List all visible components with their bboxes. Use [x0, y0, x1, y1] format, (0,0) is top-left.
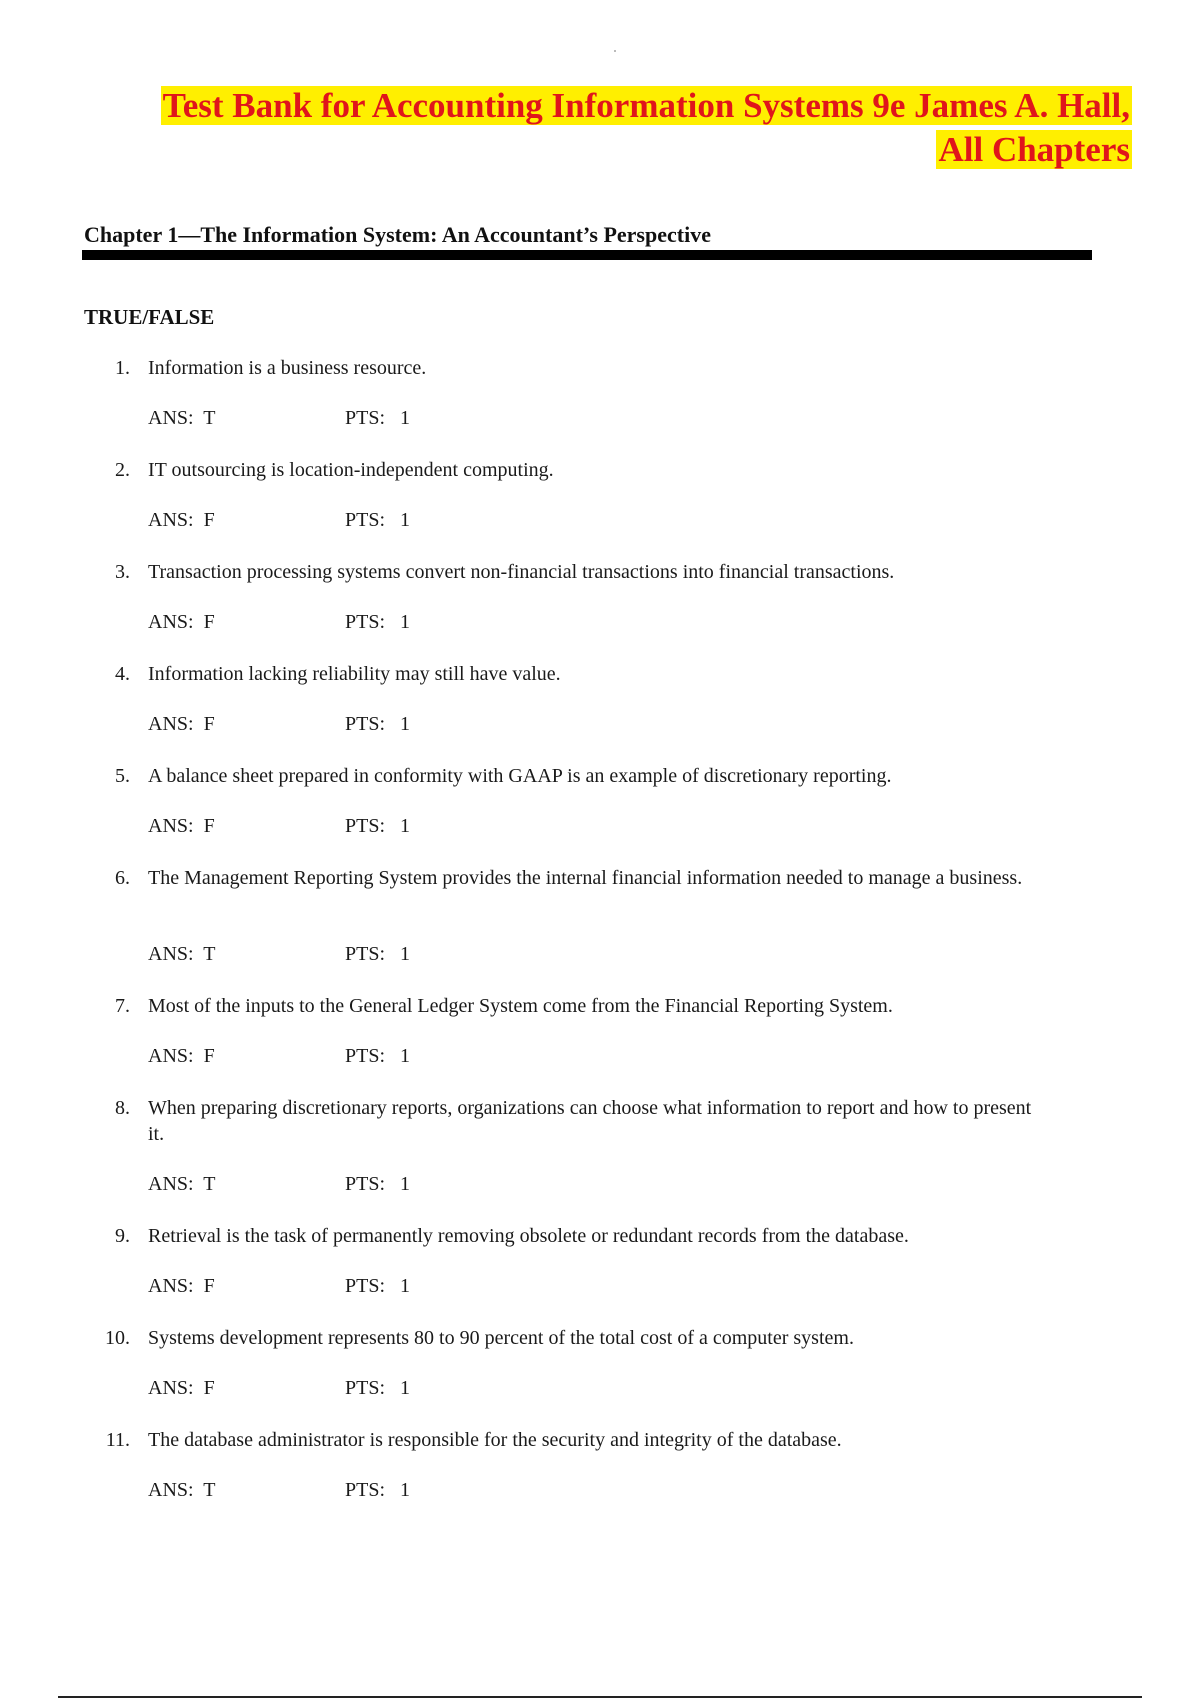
- question-number: 6.: [115, 867, 130, 889]
- points-line: [345, 813, 410, 839]
- answer-prefix: ANS:: [148, 1377, 194, 1399]
- answer-line: [148, 941, 215, 967]
- answer-value: T: [203, 407, 216, 429]
- question-number: 7.: [115, 995, 130, 1017]
- points-value: 1: [400, 1173, 411, 1195]
- question-text: The Management Reporting System provides the internal financial information needed to manage a business.: [148, 867, 1023, 889]
- points-line: [345, 609, 410, 635]
- points-line: [345, 941, 410, 967]
- answer-line: [148, 1171, 215, 1197]
- question-text: The database administrator is responsible for the security and integrity of the database.: [148, 1429, 842, 1451]
- points-value: 1: [400, 1479, 411, 1501]
- document-title-line-1: Test Bank for Accounting Information Systems 9e James A. Hall,: [162, 86, 1130, 125]
- points-value: 1: [400, 815, 411, 837]
- question-number: 4.: [115, 663, 130, 685]
- points-prefix: PTS:: [345, 407, 386, 429]
- document-title-line-2: All Chapters: [938, 130, 1130, 169]
- points-value: 1: [400, 943, 411, 965]
- points-prefix: PTS:: [345, 1479, 386, 1501]
- answer-prefix: ANS:: [148, 509, 194, 531]
- answer-prefix: ANS:: [148, 1479, 194, 1501]
- answer-value: F: [203, 611, 215, 633]
- chapter-heading: Chapter 1—The Information System: An Accountant’s Perspective: [84, 222, 711, 247]
- question-text: Information lacking reliability may still have value.: [148, 663, 561, 685]
- answer-prefix: ANS:: [148, 407, 194, 429]
- question-number: 11.: [105, 1429, 130, 1451]
- points-line: [345, 1043, 410, 1069]
- points-value: 1: [400, 611, 411, 633]
- answer-line: [148, 1375, 215, 1401]
- points-value: 1: [400, 1377, 411, 1399]
- answer-line: [148, 1477, 215, 1503]
- points-value: 1: [400, 1275, 411, 1297]
- answer-value: T: [203, 943, 216, 965]
- answer-value: T: [203, 1173, 216, 1195]
- answer-prefix: ANS:: [148, 1173, 194, 1195]
- points-prefix: PTS:: [345, 509, 386, 531]
- answer-prefix: ANS:: [148, 815, 194, 837]
- points-value: 1: [400, 509, 411, 531]
- answer-value: F: [203, 713, 215, 735]
- question-number: 10.: [105, 1327, 130, 1349]
- answer-prefix: ANS:: [148, 713, 194, 735]
- answer-line: [148, 1043, 215, 1069]
- footer-rule: [58, 1696, 1142, 1698]
- points-line: [345, 507, 410, 533]
- points-line: [345, 1171, 410, 1197]
- points-prefix: PTS:: [345, 1173, 386, 1195]
- points-value: 1: [400, 1045, 411, 1067]
- answer-value: F: [203, 1377, 215, 1399]
- answer-value: F: [203, 1045, 215, 1067]
- answer-line: [148, 813, 215, 839]
- points-prefix: PTS:: [345, 1045, 386, 1067]
- question-text: When preparing discretionary reports, organizations can choose what information to report and how to present it.: [148, 1097, 1032, 1145]
- question-text: Systems development represents 80 to 90 percent of the total cost of a computer system.: [148, 1327, 854, 1349]
- answer-line: [148, 711, 215, 737]
- points-line: [345, 1273, 410, 1299]
- answer-line: [148, 405, 215, 431]
- question-text: Transaction processing systems convert non-financial transactions into financial transactions.: [148, 561, 895, 583]
- question-text: Retrieval is the task of permanently removing obsolete or redundant records from the database.: [148, 1225, 909, 1247]
- points-line: [345, 405, 410, 431]
- points-prefix: PTS:: [345, 1275, 386, 1297]
- question-text: A balance sheet prepared in conformity with GAAP is an example of discretionary reporting.: [148, 765, 892, 787]
- points-prefix: PTS:: [345, 815, 386, 837]
- answer-line: [148, 1273, 215, 1299]
- section-heading: TRUE/FALSE: [84, 305, 215, 329]
- points-value: 1: [400, 407, 411, 429]
- answer-prefix: ANS:: [148, 1045, 194, 1067]
- question-number: 3.: [115, 561, 130, 583]
- points-prefix: PTS:: [345, 611, 386, 633]
- answer-prefix: ANS:: [148, 1275, 194, 1297]
- answer-value: F: [203, 815, 215, 837]
- points-prefix: PTS:: [345, 713, 386, 735]
- question-number: 1.: [115, 357, 130, 379]
- question-number: 9.: [115, 1225, 130, 1247]
- answer-value: F: [203, 509, 215, 531]
- question-number: 2.: [115, 459, 130, 481]
- points-line: [345, 1375, 410, 1401]
- answer-value: F: [203, 1275, 215, 1297]
- answer-value: T: [203, 1479, 216, 1501]
- points-value: 1: [400, 713, 411, 735]
- answer-line: [148, 609, 215, 635]
- answer-prefix: ANS:: [148, 611, 194, 633]
- question-text: IT outsourcing is location-independent computing.: [148, 459, 554, 481]
- question-text: Most of the inputs to the General Ledger System come from the Financial Reporting System.: [148, 995, 893, 1017]
- question-number: 5.: [115, 765, 130, 787]
- points-prefix: PTS:: [345, 943, 386, 965]
- answer-line: [148, 507, 215, 533]
- question-text: Information is a business resource.: [148, 357, 427, 379]
- points-line: [345, 1477, 410, 1503]
- points-prefix: PTS:: [345, 1377, 386, 1399]
- answer-prefix: ANS:: [148, 943, 194, 965]
- points-line: [345, 711, 410, 737]
- question-number: 8.: [115, 1097, 130, 1119]
